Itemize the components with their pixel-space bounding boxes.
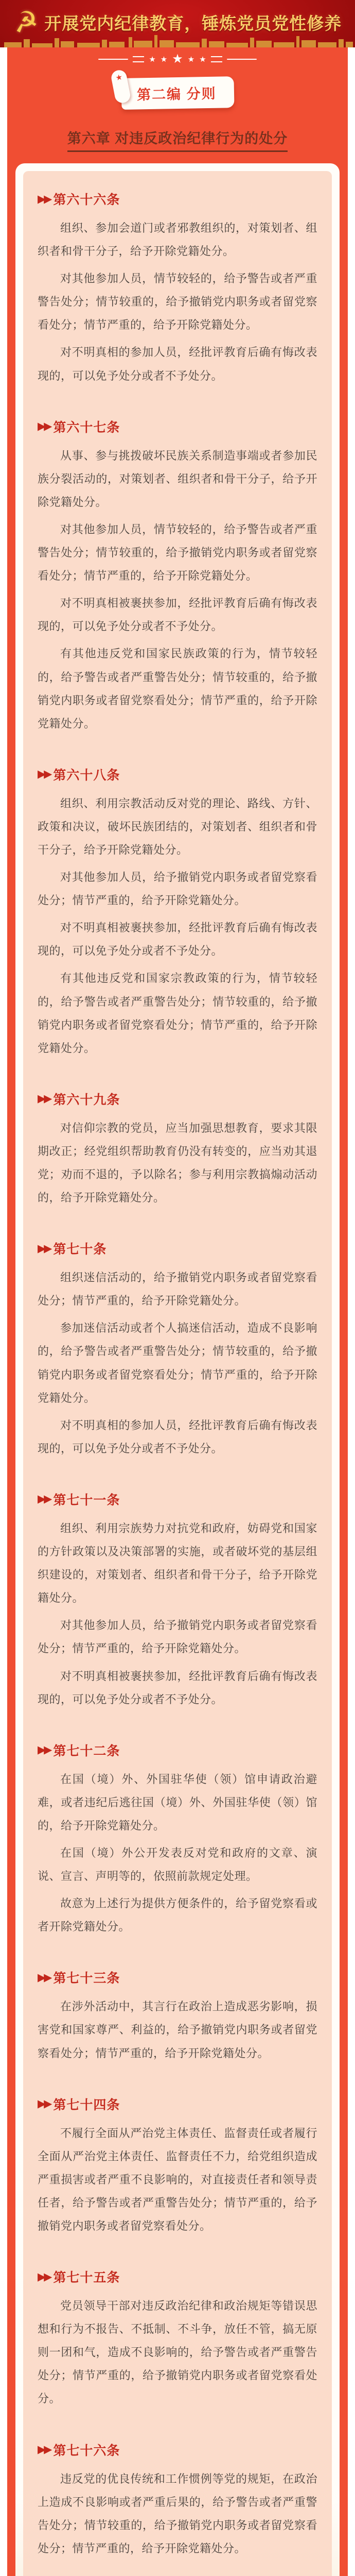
article-paragraph: 故意为上述行为提供方便条件的，给予留党察看或者开除党籍处分。 <box>38 1897 317 1934</box>
double-arrow-icon: ▶▶ <box>38 193 50 205</box>
article-number <box>38 1968 317 1987</box>
badge-ribbon-curl <box>110 69 132 105</box>
article-paragraph: 违反党的优良传统和工作惯例等党的规矩，在政治上造成不良影响或者严重后果的，给予警告或者严重警告处分；情节较重的，给予撤销党内职务或者留党察看处分；情节严重的，给予开除党籍处分。 <box>38 2472 317 2555</box>
double-arrow-icon: ▶▶ <box>38 768 50 781</box>
article-number <box>38 765 317 784</box>
content-card <box>15 163 340 2576</box>
section-badge <box>114 73 234 110</box>
article-number <box>38 2095 317 2113</box>
double-arrow-icon: ▶▶ <box>38 1971 50 1984</box>
article-paragraph: 在国（境）外公开发表反对党和政府的文章、演说、宣言、声明等的，依照前款规定处理。 <box>38 1846 317 1883</box>
article-number-text: 第七十二条 <box>53 1743 120 1758</box>
article-paragraph: 对不明真相被裹挟参加，经批评教育后确有悔改表现的，可以免予处分或者不予处分。 <box>38 597 317 633</box>
star-icon: ★ <box>199 55 206 64</box>
article <box>38 765 317 1060</box>
divider-double-line <box>133 56 144 62</box>
badge-star-icon: ★ <box>114 73 123 83</box>
section-badge-label: 第二编 分则 <box>136 86 217 103</box>
article-number-text: 第六十九条 <box>53 1092 120 1107</box>
article-paragraph: 不履行全面从严治党主体责任、监督责任或者履行全面从严治党主体责任、监督责任不力，给党组织造成严重损害或者严重不良影响的，对直接责任者和领导责任者，给予警告或者严重警告处分；情节严重的，给予撤销党内职务或者留党察看处分。 <box>38 2126 317 2232</box>
article <box>38 2267 317 2410</box>
article <box>38 1239 317 1460</box>
article-paragraph: 有其他违反党和国家民族政策的行为，情节较轻的，给予警告或者严重警告处分；情节较重的，给予撤销党内职务或者留党察看处分；情节严重的，给予开除党籍处分。 <box>38 647 317 730</box>
double-arrow-icon: ▶▶ <box>38 420 50 433</box>
article-paragraph: 从事、参与挑拨破坏民族关系制造事端或者参加民族分裂活动的，对策划者、组织者和骨干分子，给予开除党籍处分。 <box>38 449 317 509</box>
article <box>38 1968 317 2064</box>
content-panel <box>23 171 332 2576</box>
article-paragraph: 在涉外活动中，其言行在政治上造成恶劣影响，损害党和国家尊严、利益的，给予撤销党内职务或者留党察看处分；情节严重的，给予开除党籍处分。 <box>38 2000 317 2060</box>
star-icon: ★ <box>187 55 195 64</box>
article-paragraph: 对不明真相被裹挟参加，经批评教育后确有悔改表现的，可以免予处分或者不予处分。 <box>38 921 317 958</box>
article-number-text: 第七十四条 <box>53 2097 120 2112</box>
article-paragraph: 组织、参加会道门或者邪教组织的，对策划者、组织者和骨干分子，给予开除党籍处分。 <box>38 222 317 258</box>
double-arrow-icon: ▶▶ <box>38 1242 50 1255</box>
double-arrow-icon: ▶▶ <box>38 1493 50 1505</box>
article-number-text: 第六十六条 <box>53 193 120 207</box>
double-arrow-icon: ▶▶ <box>38 2270 50 2283</box>
articles-list <box>38 190 317 2560</box>
article-number <box>38 1090 317 1108</box>
article <box>38 1741 317 1939</box>
article <box>38 2095 317 2238</box>
article-paragraph: 组织、利用宗教活动反对党的理论、路线、方针、政策和决议，破坏民族团结的，对策划者、组织者和骨干分子，给予开除党籍处分。 <box>38 796 317 856</box>
article <box>38 1090 317 1209</box>
article-paragraph: 对其他参加人员，情节较轻的，给予警告或者严重警告处分；情节较重的，给予撤销党内职务或者留党察看处分；情节严重的，给予开除党籍处分。 <box>38 522 317 583</box>
article-number-text: 第七十五条 <box>53 2270 120 2285</box>
article <box>38 1490 317 1711</box>
article-number <box>38 190 317 208</box>
article-number <box>38 2441 317 2459</box>
double-arrow-icon: ▶▶ <box>38 1744 50 1756</box>
article-paragraph: 对其他参加人员，给予撤销党内职务或者留党察看处分；情节严重的，给予开除党籍处分。 <box>38 1619 317 1655</box>
article-paragraph: 有其他违反党和国家宗教政策的行为，情节较轻的，给予警告或者严重警告处分；情节较重的，给予撤销党内职务或者留党察看处分；情节严重的，给予开除党籍处分。 <box>38 972 317 1055</box>
article-number-text: 第七十三条 <box>53 1971 120 1986</box>
article-number <box>38 1490 317 1509</box>
article-paragraph: 对不明真相的参加人员，经批评教育后确有悔改表现的，可以免予处分或者不予处分。 <box>38 346 317 382</box>
article-paragraph: 对不明真相的参加人员，经批评教育后确有悔改表现的，可以免予处分或者不予处分。 <box>38 1418 317 1455</box>
article-number-text: 第七十条 <box>53 1242 107 1257</box>
article-number <box>38 1239 317 1258</box>
header-banner <box>0 0 355 47</box>
article <box>38 190 317 387</box>
article-paragraph: 组织迷信活动的，给予撤销党内职务或者留党察看处分；情节严重的，给予开除党籍处分。 <box>38 1271 317 1308</box>
party-emblem-icon: ☭ <box>11 5 41 40</box>
article-number <box>38 1741 317 1759</box>
article-paragraph: 对信仰宗教的党员，应当加强思想教育，要求其限期改正；经党组织帮助教育仍没有转变的，应当劝其退党；劝而不退的，予以除名；参与利用宗教搞煽动活动的，给予开除党籍处分。 <box>38 1121 317 1205</box>
article <box>38 2441 317 2560</box>
star-icon: ★ <box>160 55 168 64</box>
article-number-text: 第七十一条 <box>53 1493 120 1507</box>
article-number-text: 第七十六条 <box>53 2443 120 2458</box>
divider-double-line <box>211 56 222 62</box>
article-paragraph: 参加迷信活动或者个人搞迷信活动，造成不良影响的，给予警告或者严重警告处分；情节较重的，给予撤销党内职务或者留党察看处分；情节严重的，给予开除党籍处分。 <box>38 1321 317 1404</box>
banner-title: 开展党内纪律教育，锤炼党员党性修养 <box>44 13 342 33</box>
chapter-title: 第六章 对违反政治纪律行为的处分 <box>67 127 288 152</box>
article-paragraph: 对其他参加人员，给予撤销党内职务或者留党察看处分；情节严重的，给予开除党籍处分。 <box>38 871 317 907</box>
double-arrow-icon: ▶▶ <box>38 1093 50 1105</box>
star-icon: ★ <box>172 52 183 66</box>
article-paragraph: 在国（境）外、外国驻华使（领）馆申请政治避难，或者违纪后逃往国（境）外、外国驻华使（领）馆的，给予开除党籍处分。 <box>38 1772 317 1832</box>
article-number <box>38 417 317 436</box>
article <box>38 417 317 735</box>
article-paragraph: 对其他参加人员，情节较轻的，给予警告或者严重警告处分；情节较重的，给予撤销党内职务或者留党察看处分；情节严重的，给予开除党籍处分。 <box>38 272 317 332</box>
stars-divider <box>7 53 348 66</box>
article-number-text: 第六十七条 <box>53 420 120 435</box>
red-background-section <box>7 47 348 2576</box>
article-number-text: 第六十八条 <box>53 768 120 783</box>
double-arrow-icon: ▶▶ <box>38 2098 50 2110</box>
article-paragraph: 组织、利用宗族势力对抗党和政府，妨碍党和国家的方针政策以及决策部署的实施，或者破坏党的基层组织建设的，对策划者、组织者和骨干分子，给予开除党籍处分。 <box>38 1521 317 1605</box>
article-paragraph: 对不明真相被裹挟参加，经批评教育后确有悔改表现的，可以免予处分或者不予处分。 <box>38 1669 317 1706</box>
divider-line <box>98 59 128 60</box>
double-arrow-icon: ▶▶ <box>38 2444 50 2456</box>
divider-line <box>227 59 257 60</box>
article-number <box>38 2267 317 2286</box>
article-paragraph: 党员领导干部对违反政治纪律和政治规矩等错误思想和行为不报告、不抵制、不斗争，放任不管，搞无原则一团和气，造成不良影响的，给予警告或者严重警告处分；情节严重的，给予撤销党内职务或者留党察看处分。 <box>38 2299 317 2405</box>
star-icon: ★ <box>149 55 156 64</box>
